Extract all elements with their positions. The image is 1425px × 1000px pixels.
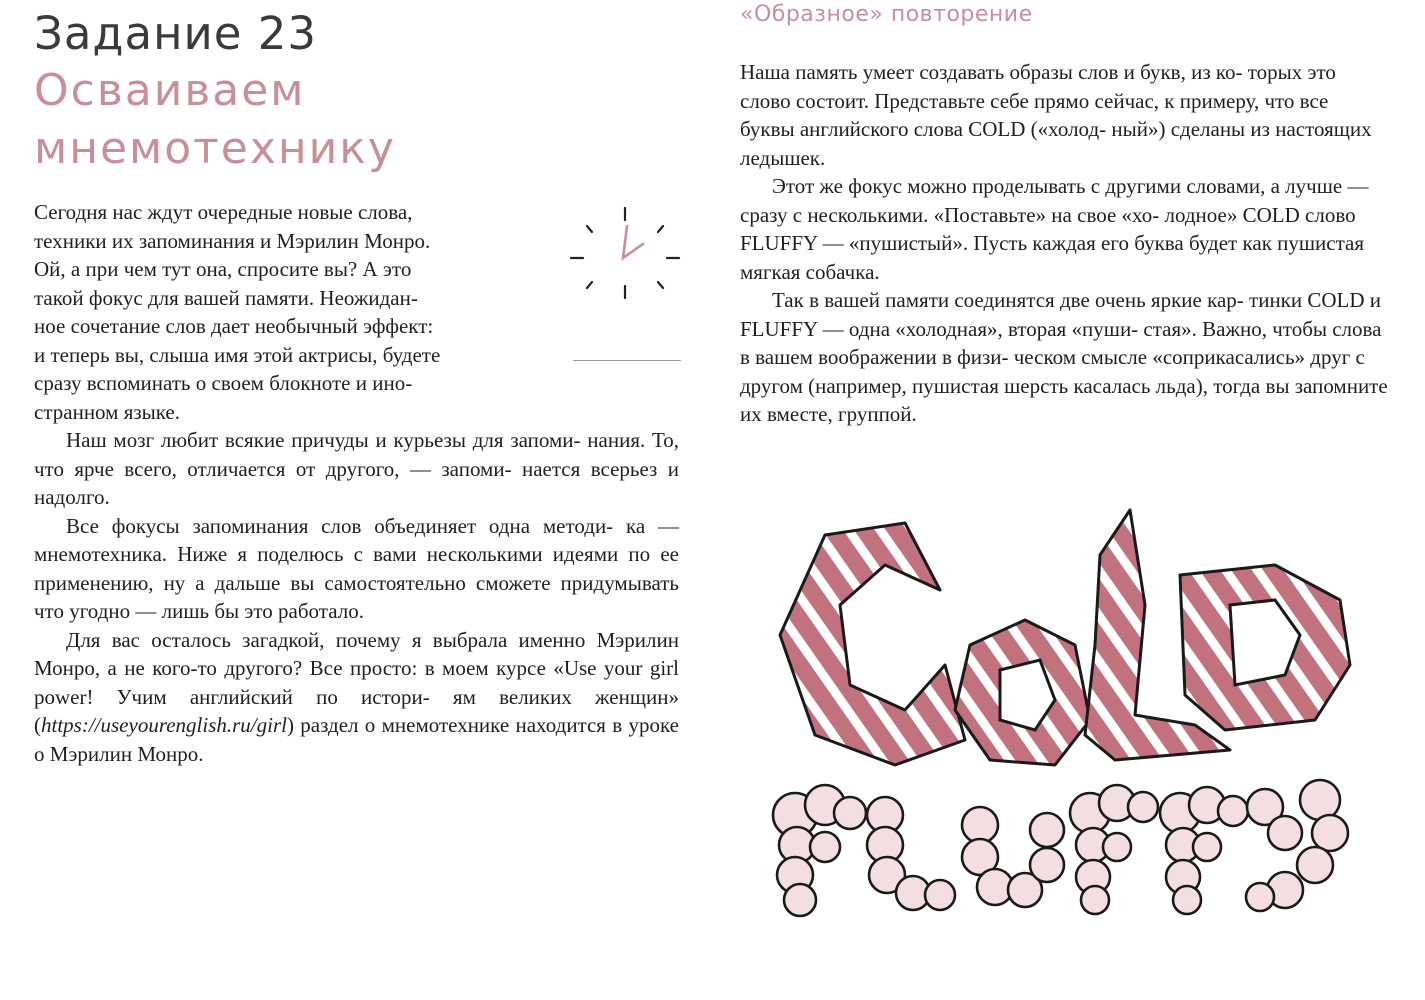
- right-body: [740, 58, 1388, 429]
- intro-line: сразу вспоминать о своем блокноте и ино-: [34, 371, 413, 395]
- ice-letter-o: [955, 620, 1090, 765]
- right-paragraph-1: Наша память умеет создавать образы слов и букв, из ко- торых это слово состоит. Представьте себе прямо сейчас, к примеру, что все буквы английского слова COLD («холод- ный») сделаны из настоящих ледышек.: [740, 60, 1372, 170]
- clock-icon: [567, 200, 687, 305]
- fluff-letter-f1: [773, 785, 866, 916]
- right-column: [740, 0, 1390, 426]
- ice-letter-c: [780, 523, 965, 765]
- task-number: Задание 23: [34, 7, 318, 60]
- intro-line: ное сочетание слов дает необычный эффект:: [34, 314, 434, 338]
- intro-line: и теперь вы, слыша имя этой актрисы, будете: [34, 342, 441, 367]
- right-paragraph-3: Так в вашей памяти соединятся две очень яркие кар- тинки COLD и FLUFFY — одна «холодная», вторая «пуши- стая». Важно, чтобы слова в вашем воображении в физи- ческом смысле «соприкасались» друг с другом (например, пушистая шерсть касалась льда), тогда вы запомните их вместе, группой.: [740, 288, 1388, 426]
- fluff-letter-l: [867, 797, 955, 910]
- title-line-2: мнемотехнику: [34, 123, 396, 174]
- fluff-letter-f3: [1160, 787, 1248, 914]
- intro-line: Ой, а при чем тут она, спросите вы? А это: [34, 257, 412, 281]
- left-column: [34, 0, 684, 766]
- paragraph-4-end: ) раздел о мнемотехнике находится в уроке о Мэрилин Монро.: [34, 713, 679, 766]
- intro-line: такой фокус для вашей памяти. Неожидан-: [34, 285, 418, 310]
- divider: [573, 360, 681, 361]
- task-title: [34, 62, 684, 178]
- fluff-letter-f2: [1070, 785, 1158, 914]
- title-line-1: Осваиваем: [34, 65, 306, 116]
- paragraph-4-start: Для вас осталось загадкой, почему я выбрала именно Мэрилин Монро, а не кого-то другого? Все просто: в моем курсе «Use your girl power! Учим английский по истори- ям великих женщин» (: [34, 627, 679, 737]
- ice-letter-d: [1180, 565, 1350, 730]
- intro-line: техники их запоминания и Мэрилин Монро.: [34, 228, 431, 253]
- intro-line: Сегодня нас ждут очередные новые слова,: [34, 200, 413, 224]
- course-link[interactable]: https://useyourenglish.ru/girl: [41, 713, 287, 737]
- intro-line: странном языке.: [34, 399, 181, 424]
- fluff-letter-u: [962, 807, 1064, 907]
- paragraph-4: [34, 626, 679, 769]
- cold-fluffy-illustration: [755, 495, 1375, 925]
- fluffy-letters: [773, 780, 1348, 916]
- paragraph-2: Наш мозг любит всякие причуды и курьезы для запоми- нания. То, что ярче всего, отличается от другого, — запоми- нается всерьез и надолго.: [34, 428, 679, 509]
- section-title: «Образное» повторение: [740, 2, 1033, 27]
- intro-paragraph: [34, 198, 529, 426]
- right-paragraph-2: Этот же фокус можно проделывать с другими словами, а лучше — сразу с несколькими. «Поставьте» на свое «хо- лодное» COLD слово FLUFFY — «пушистый». Пусть каждая его буква будет как пушистая мягкая собачка.: [740, 174, 1369, 284]
- paragraph-3: Все фокусы запоминания слов объединяет одна методи- ка — мнемотехника. Ниже я поделюсь с вами несколькими идеями по ее применению, ну а дальше вы самостоятельно сможете придумывать что угодно — лишь бы это работало.: [34, 513, 679, 623]
- fluff-letter-y: [1246, 780, 1348, 911]
